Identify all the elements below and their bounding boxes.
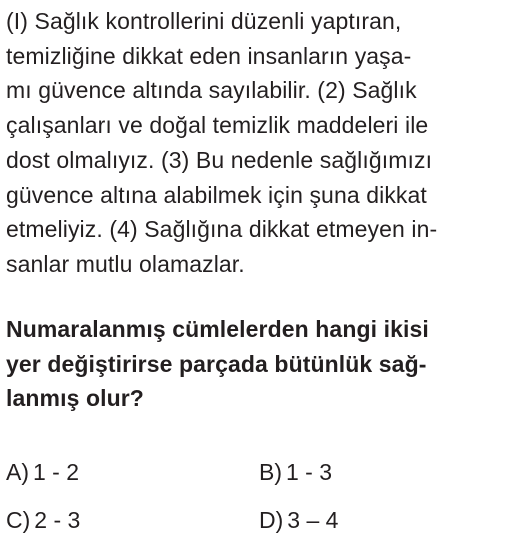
question-line: Numaralanmış cümlelerden hangi ikisi bbox=[6, 316, 429, 342]
question-line: lanmış olur? bbox=[6, 385, 144, 411]
question-stem bbox=[6, 312, 512, 416]
options-row bbox=[6, 448, 512, 496]
option-b[interactable] bbox=[259, 459, 512, 486]
option-c[interactable] bbox=[6, 507, 259, 534]
option-letter: D) bbox=[259, 506, 284, 533]
passage-text bbox=[6, 4, 512, 282]
passage-line: etmeliyiz. (4) Sağlığına dikkat etmeyen in- bbox=[6, 216, 438, 243]
option-text: 1 - 3 bbox=[286, 458, 333, 485]
passage-line: çalışanları ve doğal temizlik maddeleri ile bbox=[6, 112, 429, 139]
option-text: 3 – 4 bbox=[287, 506, 339, 533]
passage-line: sanlar mutlu olamazlar. bbox=[6, 250, 245, 277]
passage-line: dost olmalıyız. (3) Bu nedenle sağlığımızı bbox=[6, 146, 433, 173]
passage-line: güvence altına alabilmek için şuna dikkat bbox=[6, 181, 427, 208]
passage-line: mı güvence altında sayılabilir. (2) Sağlık bbox=[6, 77, 417, 104]
option-letter: C) bbox=[6, 506, 31, 533]
answer-options bbox=[6, 448, 512, 544]
passage-line: (I) Sağlık kontrollerini düzenli yaptıran, bbox=[6, 8, 402, 34]
passage-line: temizliğine dikkat eden insanların yaşa- bbox=[6, 42, 412, 69]
option-text: 1 - 2 bbox=[33, 458, 80, 485]
option-letter: A) bbox=[6, 458, 29, 485]
option-text: 2 - 3 bbox=[34, 506, 81, 533]
option-d[interactable] bbox=[259, 507, 512, 534]
option-letter: B) bbox=[259, 458, 282, 485]
question-line: yer değiştirirse parçada bütünlük sağ- bbox=[6, 350, 427, 377]
option-a[interactable] bbox=[6, 459, 259, 486]
